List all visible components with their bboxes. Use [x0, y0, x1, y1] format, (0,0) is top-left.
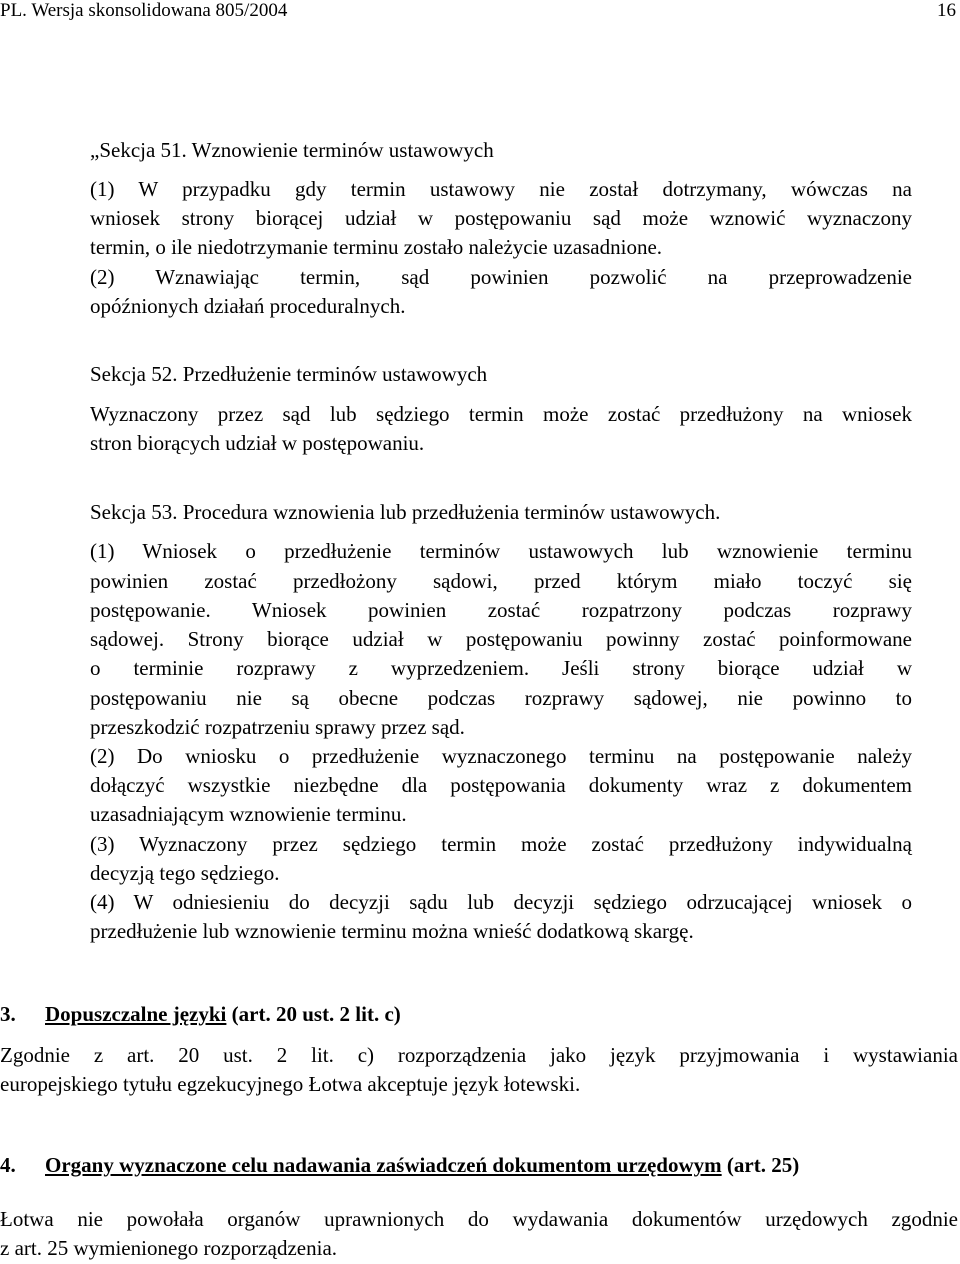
paragraph-3-line: europejskiego tytułu egzekucyjnego Łotwa akceptuje język łotewski. [0, 1072, 581, 1096]
section-53-p1-line: przeszkodzić rozpatrzeniu sprawy przez sąd. [90, 715, 465, 739]
header-title: PL. Wersja skonsolidowana 805/2004 [0, 0, 288, 21]
heading-3 [0, 1000, 958, 1029]
section-53-p4-line: przedłużenie lub wznowienie terminu można wnieść dodatkową skargę. [90, 919, 694, 943]
section-52-p1-line: stron biorących udział w postępowaniu. [90, 431, 425, 455]
section-52-title: Sekcja 52. Przedłużenie terminów ustawowych [90, 362, 488, 386]
paragraph-3-line: Zgodnie z art. 20 ust. 2 lit. c) rozporządzenia jako język przyjmowania i wystawiania [0, 1043, 958, 1067]
section-53-p3-line: (3) Wyznaczony przez sędziego termin może zostać przedłużony indywidualną [90, 832, 912, 856]
section-51-p1-line: termin, o ile niedotrzymanie terminu zostało należycie uzasadnione. [90, 235, 663, 259]
section-51-p2-line: opóźnionych działań proceduralnych. [90, 294, 406, 318]
heading-4-number: 4. [0, 1153, 16, 1177]
section-53-p2-line: (2) Do wniosku o przedłużenie wyznaczonego terminu na postępowanie należy [90, 744, 912, 768]
section-53-p3-line: decyzją tego sędziego. [90, 861, 280, 885]
section-53-p4-line: (4) W odniesieniu do decyzji sądu lub decyzji sędziego odrzucającej wniosek o [90, 890, 912, 914]
heading-4 [0, 1151, 958, 1180]
section-53-p1-line: postępowaniu nie są obecne podczas rozprawy sądowej, nie powinno to [90, 686, 912, 710]
section-53-p1-line: postępowanie. Wniosek powinien zostać rozpatrzony podczas rozprawy [90, 598, 912, 622]
section-53-p1-line: sądowej. Strony biorące udział w postępowaniu powinny zostać poinformowane [90, 627, 912, 651]
section-51-p1-line: wniosek strony biorącej udział w postępowaniu sąd może wznowić wyznaczony [90, 206, 912, 230]
heading-3-title: Dopuszczalne języki [45, 1002, 227, 1026]
section-51-p1-line: (1) W przypadku gdy termin ustawowy nie został dotrzymany, wówczas na [90, 177, 912, 201]
paragraph-4-line: Łotwa nie powołała organów uprawnionych do wydawania dokumentów urzędowych zgodnie [0, 1207, 958, 1231]
heading-3-number: 3. [0, 1002, 16, 1026]
heading-4-title: Organy wyznaczone celu nadawania zaświadczeń dokumentom urzędowym [45, 1153, 722, 1177]
section-52-p1-line: Wyznaczony przez sąd lub sędziego termin może zostać przedłużony na wniosek [90, 402, 912, 426]
section-53-title: Sekcja 53. Procedura wznowienia lub przedłużenia terminów ustawowych. [90, 500, 721, 524]
section-53-p2-line: uzasadniającym wznowienie terminu. [90, 802, 407, 826]
section-53-p1-line: (1) Wniosek o przedłużenie terminów ustawowych lub wznowienie terminu [90, 539, 912, 563]
section-51-p2-line: (2) Wznawiając termin, sąd powinien pozwolić na przeprowadzenie [90, 265, 912, 289]
paragraph-4-line: z art. 25 wymienionego rozporządzenia. [0, 1236, 338, 1260]
section-53-p1-line: powinien zostać przedłożony sądowi, przed którym miało toczyć się [90, 569, 912, 593]
heading-4-suffix: (art. 25) [721, 1153, 800, 1177]
section-53-p1-line: o terminie rozprawy z wyprzedzeniem. Jeśli strony biorące udział w [90, 656, 912, 680]
section-53-p2-line: dołączyć wszystkie niezbędne dla postępowania dokumenty wraz z dokumentem [90, 773, 912, 797]
page-number: 16 [937, 0, 956, 21]
heading-3-suffix: (art. 20 ust. 2 lit. c) [226, 1002, 401, 1026]
section-51-title: „Sekcja 51. Wznowienie terminów ustawowych [90, 138, 494, 162]
